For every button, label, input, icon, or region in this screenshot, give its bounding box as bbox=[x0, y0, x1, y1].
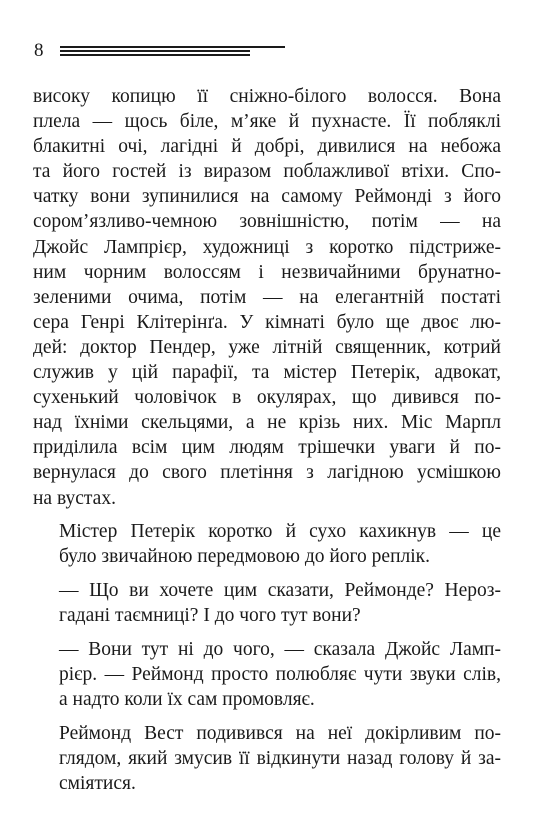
text-line: блакитні очі, лагідні й добрі, дивилися на небожа bbox=[33, 136, 501, 158]
paragraph bbox=[33, 84, 501, 511]
text-line: плела — щось біле, м’яке й пухнасте. Її побляклі bbox=[33, 111, 501, 133]
page-header bbox=[34, 40, 294, 62]
text-line: на вустах. bbox=[33, 487, 116, 509]
header-decorative-rule bbox=[60, 46, 285, 56]
header-rule-line bbox=[60, 54, 250, 56]
text-line: та його гостей із виразом поблажливої втіхи. Спо- bbox=[33, 161, 501, 183]
body-text bbox=[33, 84, 501, 796]
paragraph bbox=[33, 519, 501, 569]
text-line: над їхніми скельцями, а не крізь них. Міс Марпл bbox=[33, 412, 501, 434]
paragraph bbox=[33, 637, 501, 712]
text-line: а надто коли їх сам промовляє. bbox=[59, 688, 315, 710]
text-line: — Що ви хочете цим сказати, Реймонде? Нероз- bbox=[59, 579, 501, 601]
text-line: гадані таємниці? І до чого тут вони? bbox=[59, 605, 361, 627]
text-line: дей: доктор Пендер, уже літній священник, котрий bbox=[33, 336, 501, 358]
text-line: сором’язливо-чемною зовнішністю, потім — на bbox=[33, 211, 501, 233]
text-line: Містер Петерік коротко й сухо кахикнув — це bbox=[59, 521, 501, 543]
text-line: зеленими очима, потім — на елегантній постаті bbox=[33, 286, 501, 308]
text-line: високу копицю її сніжно-білого волосся. Вона bbox=[33, 86, 501, 107]
paragraph bbox=[33, 721, 501, 796]
text-line: рієр. — Реймонд просто полюбляє чути звуки слів, bbox=[59, 663, 501, 685]
text-line: Джойс Лампрієр, художниці з коротко підстриже- bbox=[33, 236, 501, 258]
text-line: глядом, який змусив її відкинути назад голову й за- bbox=[59, 747, 501, 769]
text-line: приділила всім цим людям трішечки уваги й по- bbox=[33, 437, 501, 459]
text-line: Реймонд Вест подивився на неї докірливим по- bbox=[59, 722, 501, 744]
text-line: сухенький чоловічок в окулярах, що дивився по- bbox=[33, 387, 501, 409]
text-line: чатку вони зупинилися на самому Реймонді з його bbox=[33, 186, 501, 208]
text-line: служив у цій парафії, та містер Петерік, адвокат, bbox=[33, 362, 501, 384]
text-line: сера Генрі Клітерінґа. У кімнаті було ще двоє лю- bbox=[33, 311, 501, 333]
text-line: — Вони тут ні до чого, — сказала Джойс Ламп- bbox=[59, 638, 501, 660]
header-rule-line bbox=[60, 46, 285, 48]
paragraph bbox=[33, 578, 501, 628]
text-line: було звичайною передмовою до його реплік. bbox=[59, 546, 431, 568]
page-number: 8 bbox=[34, 40, 44, 61]
text-line: сміятися. bbox=[59, 772, 136, 794]
text-line: ним чорним волоссям і незвичайними брунатно- bbox=[33, 261, 501, 283]
text-line: вернулася до свого плетіння з лагідною усмішкою bbox=[33, 462, 501, 484]
header-rule-line bbox=[60, 50, 250, 52]
